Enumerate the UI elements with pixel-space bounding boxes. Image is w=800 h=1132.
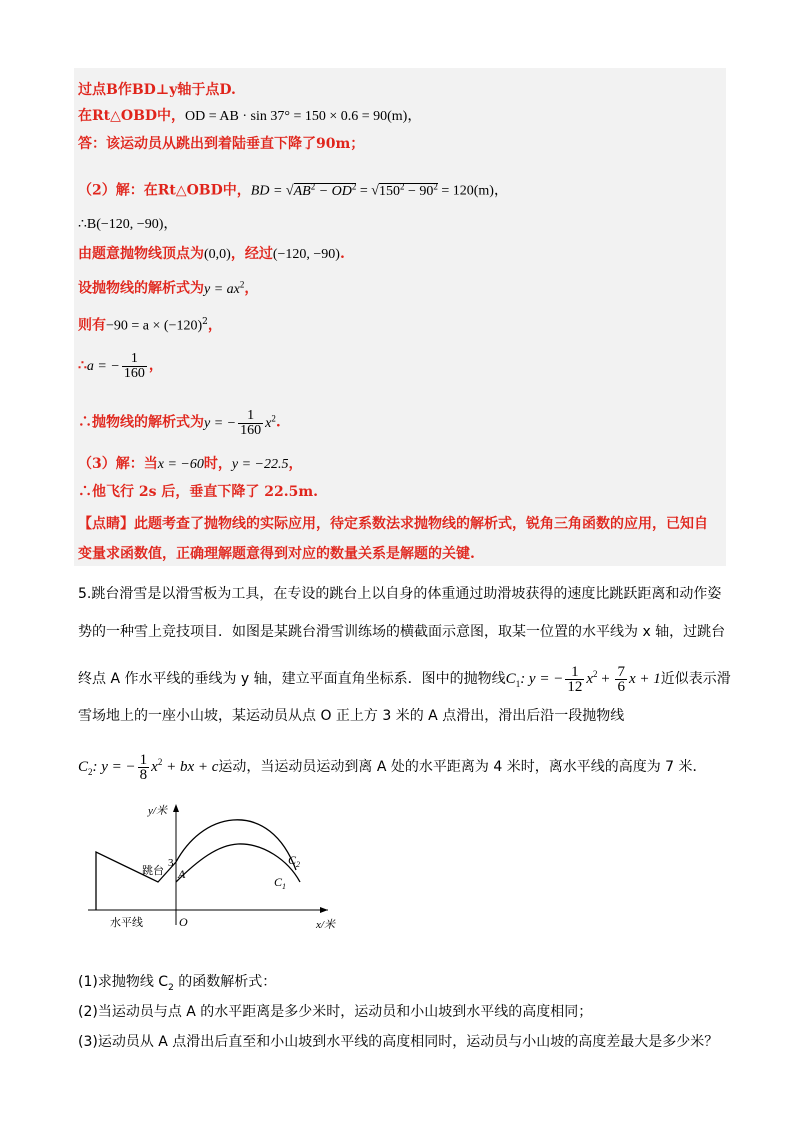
x-axis-label: x/米: [316, 919, 335, 931]
ski-platform: [96, 852, 176, 910]
solution-line-4: （2）解：在Rt△OBD中，BD = $√AB^2 - OD^2 = √150^2 - 90^2 = 120(m)$，: [78, 181, 508, 199]
solution-line-1: 过点B作BD⊥y轴于点D.: [78, 82, 236, 98]
solution-line-5: ∴B(−120, −90)，: [78, 217, 178, 232]
problem-line-4: 雪场地上的一座小山坡，某运动员从点 O 正上方 3 米的 A 点滑出，滑出后沿一段抛物线: [78, 708, 625, 724]
y-axis-label: y/米: [148, 805, 167, 817]
point-a-label: A: [178, 867, 186, 881]
c1-label: $C_1$: [274, 875, 287, 891]
solution-line-6: 由题意抛物线顶点为(0,0)，经过(−120, −90).: [78, 246, 345, 262]
solution-line-11: （3）解：当x = −60时，y = −22.5，: [78, 456, 303, 472]
y-axis-arrow: [173, 804, 179, 812]
solution-line-2: 在Rt△OBD中，OD = AB · sin 37° = 150 × 0.6 = 90(m)，: [78, 108, 422, 124]
origin-label: O: [179, 915, 188, 929]
solution-line-10: ∴抛物线的解析式为y = − $\frac{1}{160}$ $x^2$.: [78, 407, 281, 438]
ski-jump-figure: [88, 800, 358, 940]
question-1: (1)求抛物线 $C_2$ 的函数解析式：: [78, 974, 277, 993]
solution-line-9: ∴a = − $\frac{1}{160}$ ，: [78, 351, 163, 381]
question-2: (2)当运动员与点 A 的水平距离是多少米时，运动员和小山坡到水平线的高度相同；: [78, 1004, 593, 1020]
horizontal-line-label: 水平线: [110, 916, 143, 929]
solution-line-12: ∴他飞行 2s 后，垂直下降了 22.5m.: [78, 484, 319, 500]
problem-line-1: 5.跳台滑雪是以滑雪板为工具，在专设的跳台上以自身的体重通过助滑坡获得的速度比跳跃距离和动作姿: [78, 586, 722, 602]
x-axis-arrow: [320, 907, 328, 913]
problem-line-2: 势的一种雪上竞技项目．如图是某跳台滑雪训练场的横截面示意图，取某一位置的水平线为 x 轴，过跳台: [78, 624, 726, 640]
solution-line-8: 则有$-90 = a \times (-120)^2$，: [78, 317, 222, 334]
question-3: (3)运动员从 A 点滑出后直至和小山坡到水平线的高度相同时，运动员与小山坡的高度差最大是多少米？: [78, 1034, 719, 1050]
height-3-label: 3: [168, 857, 174, 869]
curve-c2: [176, 820, 296, 870]
c2-label: $C_2$: [288, 853, 301, 869]
solution-line-7: 设抛物线的解析式为$y = ax^2$，: [78, 279, 259, 297]
solution-line-3: 答：该运动员从跳出到着陆垂直下降了90m；: [78, 136, 365, 152]
solution-line-14: 变量求函数值，正确理解题意得到对应的数量关系是解题的关键.: [78, 546, 475, 562]
solution-line-13: 【点睛】此题考查了抛物线的实际应用，待定系数法求抛物线的解析式，锐角三角函数的应用，已知自: [78, 516, 708, 532]
platform-label: 跳台: [142, 864, 164, 877]
problem-line-5: $C_2$: y = − $\frac{1}{8}$ $x^2$ + bx + c运动，当运动员运动到离 A 处的水平距离为 4 米时，离水平线的高度为 7 米．: [78, 752, 707, 784]
problem-line-3: 终点 A 作水平线的垂线为 y 轴，建立平面直角坐标系．图中的抛物线$C_1$: y = − $\frac{1}{12}$ $x^2$ + $\frac{7}{6}$ x + 1近似表示滑: [78, 664, 731, 696]
